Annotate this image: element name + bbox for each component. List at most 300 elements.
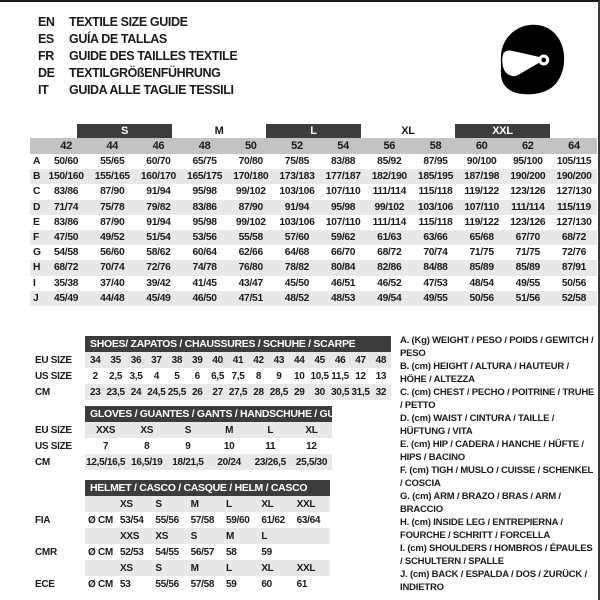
measurement-cell: 105/115 — [556, 156, 592, 168]
shoes-cell: 4 — [153, 370, 160, 382]
gloves-label: US SIZE — [35, 440, 72, 452]
measurement-cell: 72/76 — [561, 247, 587, 259]
measurement-row-g — [30, 245, 597, 260]
helmet-cell: XL — [261, 562, 274, 574]
gloves-label: EU SIZE — [35, 424, 72, 436]
language-row — [38, 81, 237, 98]
shoes-cell: 46 — [334, 354, 346, 366]
shoes-cell: 23 — [89, 386, 101, 398]
measurement-cell: 49/52 — [100, 232, 125, 244]
helmet-size-row — [85, 496, 330, 512]
measurement-cell: 50/60 — [53, 156, 79, 168]
measurement-cell: 190/200 — [510, 171, 546, 183]
group-spacer — [550, 124, 597, 138]
measurement-cell: 91/94 — [146, 216, 171, 228]
textile-size-table — [30, 124, 597, 306]
size-group-header-row — [30, 124, 597, 138]
gloves-cell: 9 — [185, 440, 191, 452]
measurement-cell: 51/56 — [515, 292, 540, 304]
shoes-cell: 39 — [191, 354, 203, 366]
size-group-m: M — [214, 125, 224, 137]
shoes-cell: 40 — [212, 354, 223, 366]
measurement-cell: 82/86 — [377, 262, 402, 274]
helmet-cell: XXS — [120, 530, 140, 542]
measurement-cell: 119/122 — [464, 216, 499, 228]
measurement-cell: 60/64 — [192, 247, 217, 259]
measurement-cell: 83/86 — [53, 216, 79, 228]
shoes-cell: 11,5 — [331, 370, 349, 382]
shoes-cell: 6 — [194, 370, 200, 382]
measurement-cell: 60/70 — [146, 156, 171, 168]
measurement-cell: 87/90 — [100, 216, 125, 228]
measurement-cell: 84/88 — [423, 262, 448, 274]
measurement-cell: 78/82 — [284, 262, 310, 274]
language-code: DE — [38, 65, 55, 80]
measurement-cell: 64/68 — [284, 247, 310, 259]
legend-item: F. (cm) TIGH / MUSLO / CUISSE / SCHENKEL / COSCIA — [400, 465, 593, 489]
shoes-cell: 34 — [89, 354, 101, 366]
helmet-value-row — [85, 576, 330, 592]
measurement-cell: 45/50 — [284, 277, 310, 289]
shoes-cell: 48 — [375, 354, 387, 366]
measurement-row-d — [30, 200, 597, 215]
helmet-table-title: HELMET / CASCO / CASQUE / HELM / CASCO — [85, 480, 330, 496]
measurement-cell: 63/66 — [423, 232, 448, 244]
size-header-row — [30, 138, 597, 154]
diameter-unit-cell: Ø CM — [88, 514, 113, 526]
language-code: EN — [38, 14, 55, 29]
measurement-cell: 57/60 — [284, 232, 310, 244]
helmet-standard-label — [35, 496, 85, 512]
textile-size-table-body — [30, 138, 597, 306]
language-row — [38, 64, 237, 81]
measurement-cell: 95/100 — [512, 156, 543, 168]
shoes-cell: 3,5 — [129, 370, 143, 382]
measurement-cell: 87/91 — [561, 262, 587, 274]
measurement-cell: 70/74 — [423, 247, 448, 259]
size-header-cell: 54 — [337, 140, 349, 152]
measurement-cell: 91/94 — [146, 186, 171, 198]
helmet-logo-icon — [490, 14, 574, 106]
measurement-cell: 111/114 — [511, 201, 545, 213]
gloves-cell: 7 — [102, 440, 109, 452]
measurement-cell: 70/80 — [238, 156, 263, 168]
size-group-s: S — [77, 124, 172, 138]
measurement-row-h — [30, 260, 597, 275]
size-group-l: L — [266, 124, 361, 138]
measurement-cell: 173/183 — [279, 171, 315, 183]
language-code: IT — [38, 82, 49, 97]
measurement-cell: 47/53 — [423, 277, 448, 289]
helmet-cell: XL — [261, 498, 274, 510]
shoes-cell: 41 — [232, 354, 244, 366]
gloves-cell: 10 — [223, 440, 235, 452]
shoes-cell: 37 — [151, 354, 162, 366]
measurement-cell: 53/56 — [192, 232, 217, 244]
measurement-cell: 50/56 — [561, 277, 587, 289]
legend-item: B. (cm) HEIGHT / ALTURA / HAUTEUR / HÖHE / ALTEZZA — [400, 361, 569, 385]
measurement-cell: 48/53 — [330, 292, 356, 304]
measurement-cell: 127/130 — [556, 186, 592, 198]
language-label: GUIDA ALLE TAGLIE TESSILI — [69, 82, 234, 97]
measurement-cell: 177/187 — [325, 171, 361, 183]
row-letter: A — [33, 156, 41, 168]
helmet-cell: 61 — [296, 578, 308, 590]
measurement-cell: 76/80 — [238, 262, 263, 274]
shoes-cell: 7,5 — [231, 370, 245, 382]
measurement-cell: 65/68 — [469, 232, 494, 244]
helmet-cell: 55/56 — [155, 578, 179, 590]
row-letter: G — [33, 247, 41, 259]
helmet-cell: M — [190, 498, 199, 510]
measurement-cell: 35/38 — [53, 277, 79, 289]
measurement-cell: 182/190 — [371, 171, 407, 183]
size-header-cell: 56 — [383, 140, 396, 152]
measurement-cell: 65/75 — [192, 156, 217, 168]
measurement-cell: 83/88 — [330, 156, 356, 168]
measurement-cell: 107/110 — [325, 186, 361, 198]
language-code: ES — [38, 31, 54, 46]
measurement-cell: 59/62 — [330, 232, 356, 244]
measurement-cell: 48/54 — [469, 277, 494, 289]
measurement-cell: 190/200 — [556, 171, 592, 183]
size-group-xl: XL — [401, 125, 415, 137]
legend-item: I. (cm) SHOULDERS / HOMBROS / ÉPAULES / SCHULTERN / SPALLE — [400, 543, 593, 567]
legend-item: C. (cm) CHEST / PECHO / POITRINE / TRUHE / PETTO — [400, 387, 595, 411]
helmet-cell: 59/60 — [225, 514, 250, 526]
measurement-legend — [400, 334, 597, 594]
gloves-cell: S — [184, 424, 192, 436]
shoes-label: CM — [35, 386, 50, 398]
shoes-row — [85, 368, 391, 384]
measurement-cell: 66/70 — [330, 247, 356, 259]
measurement-cell: 55/65 — [100, 156, 125, 168]
measurement-cell: 50/56 — [469, 292, 494, 304]
helmet-cell: 63/64 — [296, 514, 321, 526]
helmet-table-rows — [85, 496, 330, 592]
measurement-cell: 85/89 — [469, 262, 494, 274]
measurement-cell: 71/74 — [53, 201, 79, 213]
helmet-standard-label: ECE — [35, 578, 55, 590]
gloves-cell: 8 — [144, 440, 150, 452]
measurement-cell: 99/102 — [374, 201, 405, 213]
shoes-row — [85, 384, 391, 400]
helmet-value-row — [85, 512, 330, 528]
size-header-cell: 50 — [244, 140, 257, 152]
shoes-cell: 25,5 — [167, 386, 186, 398]
measurement-cell: 103/106 — [417, 201, 454, 213]
gloves-cell: 12 — [306, 440, 317, 452]
measurement-cell: 61/63 — [377, 232, 402, 244]
measurement-row-j — [30, 291, 597, 306]
gloves-cell: XS — [140, 424, 154, 436]
measurement-cell: 44/48 — [100, 292, 125, 304]
measurement-cell: 87/90 — [100, 186, 125, 198]
size-header-cell: 64 — [568, 140, 580, 152]
language-row — [38, 13, 237, 30]
measurement-cell: 70/74 — [100, 262, 125, 274]
measurement-row-e — [30, 215, 597, 230]
helmet-cell: 54/55 — [155, 546, 179, 558]
shoes-cell: 36 — [130, 354, 142, 366]
helmet-standard-label — [35, 560, 85, 576]
shoes-cell: 30,5 — [330, 386, 350, 398]
measurement-cell: 58/62 — [146, 247, 171, 259]
helmet-cell: S — [190, 530, 198, 542]
language-label: GUÍA DE TALLAS — [69, 31, 167, 46]
helmet-cell: 59 — [225, 578, 237, 590]
size-header-cell: 58 — [429, 140, 442, 152]
language-code: FR — [38, 48, 54, 63]
shoes-cell: 12 — [355, 370, 366, 382]
measurement-cell: 99/102 — [235, 216, 266, 228]
measurement-cell: 91/94 — [284, 201, 310, 213]
helmet-table — [35, 480, 330, 592]
measurement-row-c — [30, 184, 597, 199]
measurement-cell: 48/52 — [284, 292, 310, 304]
size-header-cell: 62 — [521, 140, 534, 152]
shoes-cell: 24 — [130, 386, 142, 398]
helmet-cell: 53/54 — [120, 514, 144, 526]
size-header-cell: 52 — [291, 140, 303, 152]
measurement-cell: 41/45 — [192, 277, 217, 289]
measurement-cell: 87/95 — [423, 156, 448, 168]
measurement-cell: 115/118 — [418, 186, 453, 198]
language-row — [38, 30, 237, 47]
shoes-cell: 10 — [294, 370, 305, 382]
shoes-cell: 42 — [253, 354, 264, 366]
gloves-cell: M — [225, 424, 234, 436]
helmet-cell: 53 — [120, 578, 131, 590]
measurement-cell: 46/52 — [377, 277, 402, 289]
gloves-cell: 18/21,5 — [172, 456, 204, 468]
measurement-cell: 170/180 — [233, 171, 269, 183]
measurement-cell: 165/175 — [187, 171, 223, 183]
measurement-cell: 37/40 — [100, 277, 125, 289]
size-header-cell: 46 — [152, 140, 165, 152]
helmet-cell: 57/58 — [190, 578, 215, 590]
measurement-cell: 68/72 — [561, 232, 587, 244]
measurement-cell: 160/170 — [140, 171, 176, 183]
shoes-cell: 23,5 — [106, 386, 125, 398]
measurement-cell: 95/98 — [192, 216, 217, 228]
shoes-cell: 9 — [276, 370, 282, 382]
legend-item: H. (cm) INSIDE LEG / ENTREPIERNA / FOURCHE / SCHRITT / FORCELLA — [400, 517, 563, 541]
shoes-cell: 32 — [375, 386, 387, 398]
shoes-table-rows — [85, 352, 391, 400]
size-header-cell: 48 — [198, 140, 211, 152]
shoes-cell: 31,5 — [351, 386, 370, 398]
language-label: GUIDE DES TAILLES TEXTILE — [69, 48, 238, 63]
measurement-cell: 127/130 — [556, 216, 592, 228]
helmet-row-labels — [35, 480, 85, 592]
measurement-row-i — [30, 276, 597, 291]
measurement-cell: 111/114 — [372, 186, 406, 198]
shoes-cell: 6,5 — [211, 370, 225, 382]
shoes-label: US SIZE — [35, 370, 72, 382]
helmet-size-row — [85, 560, 330, 576]
language-label: TEXTILGRÖßENFÜHRUNG — [69, 65, 221, 80]
measurement-cell: 68/72 — [53, 262, 79, 274]
helmet-cell: XS — [120, 498, 133, 510]
shoes-cell: 35 — [110, 354, 121, 366]
measurement-cell: 46/50 — [192, 292, 217, 304]
shoes-cell: 24,5 — [147, 386, 166, 398]
legend-item: G. (cm) ARM / BRAZO / BRAS / ARM / BRACCIO — [400, 491, 561, 515]
row-letter: J — [33, 292, 39, 304]
gloves-cell: 16,5/19 — [131, 456, 163, 468]
helmet-standard-label: CMR — [35, 546, 57, 558]
row-letter: B — [33, 171, 41, 183]
gloves-row — [85, 438, 332, 454]
helmet-cell: 61/62 — [261, 514, 285, 526]
shoes-cell: 43 — [273, 354, 285, 366]
row-letter: H — [33, 262, 41, 274]
measurement-cell: 150/160 — [48, 171, 84, 183]
shoes-cell: 8 — [255, 370, 262, 382]
helmet-cell: XXL — [296, 498, 316, 510]
helmet-cell: 59 — [261, 546, 272, 558]
measurement-cell: 71/75 — [515, 247, 540, 259]
shoes-cell: 47 — [355, 354, 366, 366]
measurement-cell: 107/110 — [325, 216, 361, 228]
measurement-cell: 71/75 — [469, 247, 494, 259]
gloves-row — [85, 454, 332, 470]
measurement-cell: 75/85 — [284, 156, 310, 168]
measurement-cell: 52/58 — [561, 292, 587, 304]
measurement-cell: 99/102 — [235, 186, 266, 198]
gloves-cell: 12,5/16,5 — [86, 456, 126, 468]
shoes-cell: 28,5 — [269, 386, 288, 398]
helmet-cell: L — [225, 562, 232, 574]
measurement-row-b — [30, 169, 597, 184]
label-spacer — [35, 336, 85, 352]
helmet-cell: 55/56 — [155, 514, 179, 526]
measurement-cell: 111/114 — [372, 216, 406, 228]
helmet-standard-label: FIA — [35, 514, 51, 526]
helmet-standard-label — [35, 528, 85, 544]
measurement-cell: 90/100 — [466, 156, 497, 168]
gloves-table-rows — [85, 422, 332, 470]
measurement-cell: 187/198 — [464, 171, 500, 183]
measurement-cell: 45/49 — [53, 292, 79, 304]
shoes-cell: 27,5 — [228, 386, 248, 398]
row-letter: I — [33, 277, 36, 289]
gloves-row-labels — [35, 406, 85, 470]
helmet-cell: 57/58 — [190, 514, 215, 526]
legend-item: D. (cm) WAIST / CINTURA / TAILLE / HÜFTUNG / VITA — [400, 413, 555, 437]
measurement-cell: 49/55 — [423, 292, 448, 304]
measurement-cell: 103/106 — [279, 186, 315, 198]
helmet-cell: XS — [120, 562, 133, 574]
measurement-cell: 85/89 — [515, 262, 540, 274]
measurement-cell: 74/78 — [192, 262, 217, 274]
measurement-cell: 119/122 — [464, 186, 499, 198]
gloves-cell: 20/24 — [217, 456, 241, 468]
measurement-cell: 95/98 — [192, 186, 217, 198]
group-spacer — [30, 124, 77, 138]
measurement-cell: 85/92 — [377, 156, 402, 168]
shoes-cell: 13 — [375, 370, 387, 382]
size-group-xxl: XXL — [455, 124, 550, 138]
gloves-cell: XL — [305, 424, 318, 436]
shoes-cell: 28 — [253, 386, 264, 398]
helmet-cell: XS — [155, 530, 169, 542]
gloves-table-title: GLOVES / GUANTES / GANTS / HANDSCHUHE / GUANTI — [85, 406, 332, 422]
label-spacer — [35, 480, 85, 496]
measurement-cell: 47/50 — [53, 232, 79, 244]
measurement-cell: 75/78 — [100, 201, 125, 213]
measurement-cell: 67/70 — [515, 232, 540, 244]
measurement-cell: 39/42 — [146, 277, 171, 289]
measurement-cell: 45/49 — [146, 292, 171, 304]
measurement-cell: 54/58 — [53, 247, 79, 259]
measurement-cell: 46/51 — [330, 277, 356, 289]
gloves-table — [35, 406, 358, 470]
measurement-cell: 79/82 — [146, 201, 171, 213]
size-header-cell: 44 — [106, 140, 119, 152]
helmet-cell: M — [190, 562, 199, 574]
measurement-cell: 83/86 — [192, 201, 217, 213]
row-letter: E — [33, 216, 40, 228]
gloves-row — [85, 422, 332, 438]
legend-item: A. (Kg) WEIGHT / PESO / POIDS / GEWITCH / PESO — [400, 335, 594, 359]
language-row — [38, 47, 237, 64]
gloves-cell: L — [267, 424, 274, 436]
gloves-cell: 25,5/30 — [295, 456, 328, 468]
measurement-cell: 47/51 — [238, 292, 263, 304]
measurement-cell: 95/98 — [330, 201, 356, 213]
shoes-cell: 2,5 — [109, 370, 123, 382]
measurement-row-a — [30, 154, 597, 169]
measurement-cell: 72/76 — [146, 262, 171, 274]
row-letter: C — [33, 186, 41, 198]
helmet-cell: M — [225, 530, 235, 542]
helmet-cell: 58 — [225, 546, 237, 558]
helmet-cell: L — [225, 498, 232, 510]
measurement-cell: 83/86 — [53, 186, 79, 198]
shoes-table-title: SHOES/ ZAPATOS / CHAUSSURES / SCHUHE / SCARPE — [85, 336, 391, 352]
helmet-cell: S — [155, 498, 162, 510]
shoes-cell: 2 — [92, 370, 98, 382]
shoes-cell: 10,5 — [310, 370, 329, 382]
legend-item: E. (cm) HIP / CADERA / HANCHE / HÜFTE / HIPS / BACINO — [400, 439, 584, 463]
shoes-cell: 44 — [294, 354, 305, 366]
measurement-cell: 80/84 — [330, 262, 356, 274]
measurement-cell: 123/126 — [510, 186, 546, 198]
shoes-cell: 26 — [191, 386, 203, 398]
row-letter: D — [33, 201, 41, 213]
shoes-row — [85, 352, 391, 368]
legend-item: J. (cm) BACK / ESPALDA / DOS / ZURÜCK / INDIETRO — [400, 569, 587, 593]
helmet-cell: 56/57 — [190, 546, 215, 558]
language-header — [38, 13, 237, 98]
shoes-cell: 5 — [174, 370, 180, 382]
helmet-cell: 52/53 — [120, 546, 144, 558]
gloves-label: CM — [35, 456, 50, 468]
measurement-cell: 123/126 — [510, 216, 546, 228]
size-header-cell: 60 — [475, 140, 488, 152]
measurement-cell: 51/54 — [146, 232, 171, 244]
shoes-cell: 45 — [314, 354, 325, 366]
helmet-cell: 60 — [261, 578, 272, 590]
measurement-cell: 87/90 — [238, 201, 263, 213]
measurement-cell: 103/106 — [279, 216, 315, 228]
measurement-cell: 62/66 — [238, 247, 263, 259]
diameter-unit-cell: Ø CM — [88, 578, 113, 590]
measurement-cell: 49/54 — [377, 292, 402, 304]
measurement-cell: 115/118 — [418, 216, 453, 228]
